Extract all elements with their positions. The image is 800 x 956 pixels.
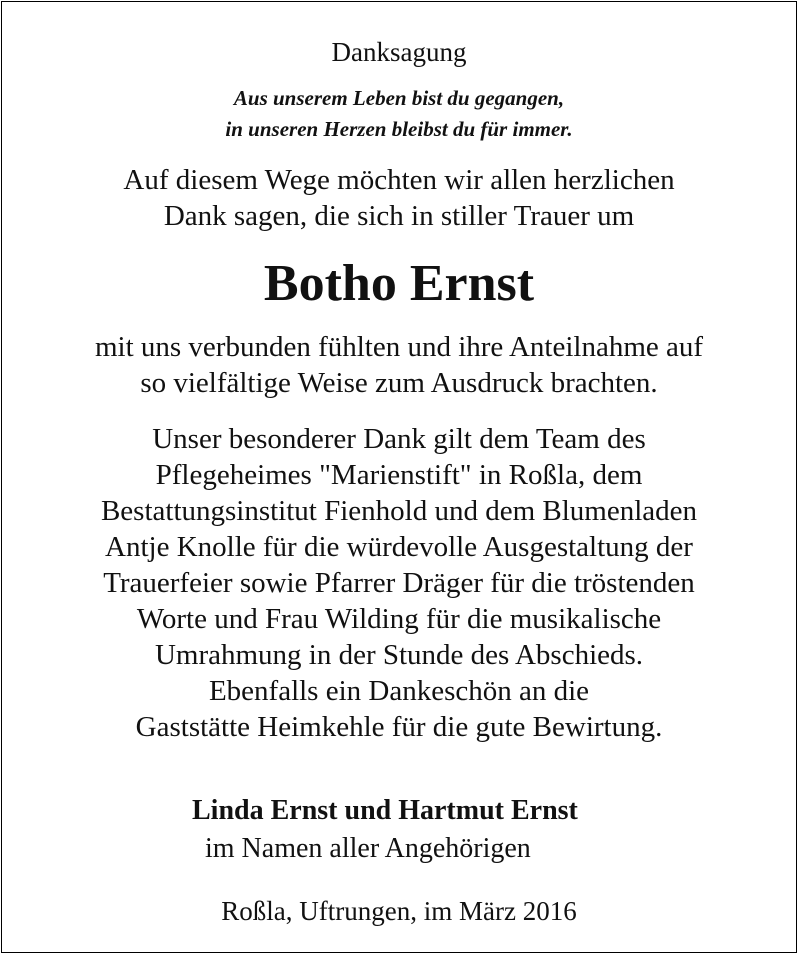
- signatories: Linda Ernst und Hartmut Ernst: [192, 795, 578, 826]
- heading: Danksagung: [331, 37, 467, 67]
- thanks-line: Bestattungsinstitut Fienhold und dem Blumenladen: [100, 495, 698, 527]
- place-date: Roßla, Uftrungen, im März 2016: [221, 896, 577, 926]
- intro-line: Dank sagen, die sich in stiller Trauer um: [163, 200, 635, 232]
- condolence-line: mit uns verbunden fühlten und ihre Anteilnahme auf: [94, 331, 704, 363]
- motto-line: Aus unserem Leben bist du gegangen,: [233, 86, 565, 110]
- intro-line: Auf diesem Wege möchten wir allen herzlichen: [123, 164, 675, 196]
- motto-line: in unseren Herzen bleibst du für immer.: [225, 117, 573, 141]
- deceased-name: Botho Ernst: [263, 255, 535, 312]
- thanks-line: Pflegeheimes "Marienstift" in Roßla, dem: [155, 459, 643, 491]
- thanks-line: Ebenfalls ein Dankeschön an die: [208, 675, 590, 707]
- thanks-line: Gaststätte Heimkehle für die gute Bewirtung.: [135, 711, 663, 743]
- signatories-note: im Namen aller Angehörigen: [205, 833, 531, 864]
- condolence-line: so vielfältige Weise zum Ausdruck brachten.: [140, 367, 658, 399]
- obituary-notice: [1, 1, 797, 953]
- thanks-line: Worte und Frau Wilding für die musikalische: [136, 603, 662, 635]
- thanks-line: Umrahmung in der Stunde des Abschieds.: [154, 639, 644, 671]
- thanks-line: Unser besonderer Dank gilt dem Team des: [152, 423, 646, 455]
- thanks-line: Trauerfeier sowie Pfarrer Dräger für die tröstenden: [103, 567, 695, 599]
- thanks-line: Antje Knolle für die würdevolle Ausgestaltung der: [105, 531, 693, 563]
